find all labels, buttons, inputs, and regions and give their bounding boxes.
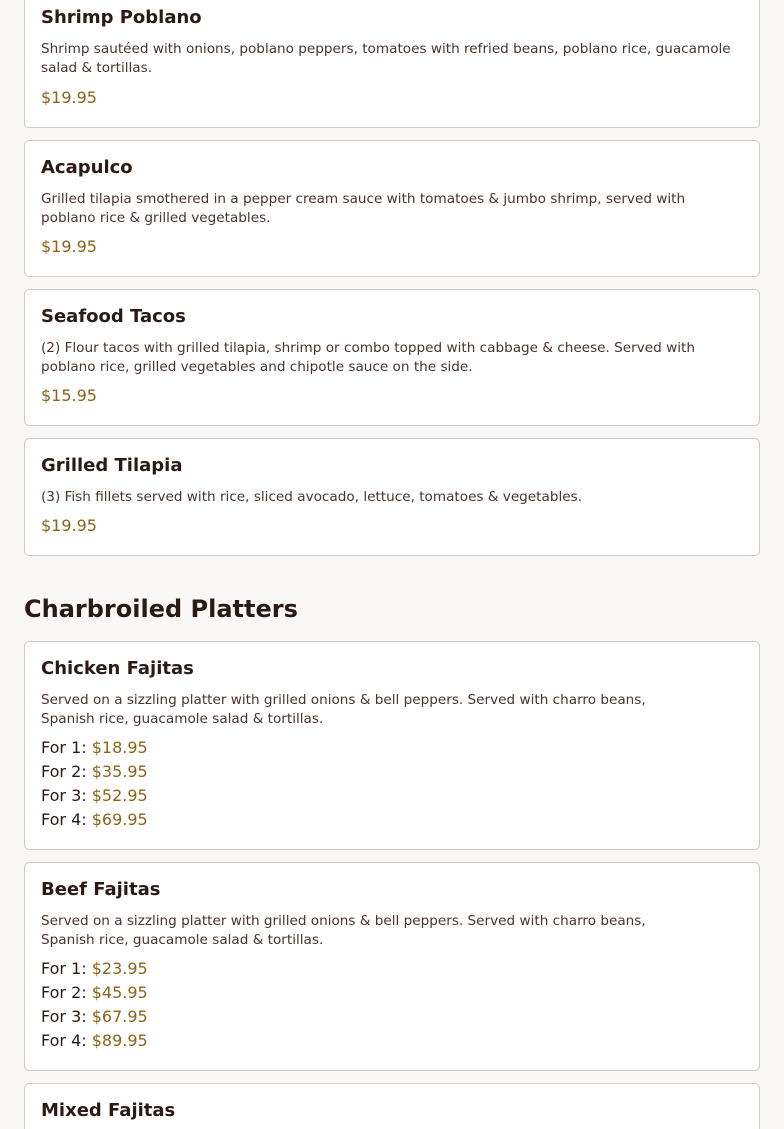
tier-label: For 4: [41, 1031, 87, 1050]
price-tier [41, 959, 148, 979]
tier-price: $52.95 [91, 786, 148, 805]
item-price: $19.95 [41, 516, 97, 535]
item-price: $15.95 [41, 386, 97, 405]
item-name: Grilled Tilapia [41, 455, 183, 476]
tier-label: For 1: [41, 959, 87, 978]
item-name: Acapulco [41, 157, 133, 178]
item-price: $19.95 [41, 88, 97, 107]
tier-label: For 3: [41, 786, 87, 805]
price-tier [41, 1031, 148, 1051]
item-name: Chicken Fajitas [41, 658, 194, 679]
menu-item-card [24, 0, 760, 128]
tier-price: $89.95 [91, 1031, 148, 1050]
tier-price: $23.95 [91, 959, 148, 978]
tier-label: For 3: [41, 1007, 87, 1026]
tier-label: For 2: [41, 762, 87, 781]
menu-item-card [24, 862, 760, 1071]
price-tier [41, 762, 148, 782]
item-description: (3) Fish fillets served with rice, sliced avocado, lettuce, tomatoes & vegetables. [41, 489, 583, 505]
tier-price: $69.95 [91, 810, 148, 829]
menu-item-card [24, 140, 760, 277]
item-name: Beef Fajitas [41, 879, 161, 900]
menu-item-card [24, 641, 760, 850]
tier-label: For 1: [41, 738, 87, 757]
tier-price: $35.95 [91, 762, 148, 781]
price-tier [41, 810, 148, 830]
item-price: $19.95 [41, 237, 97, 256]
item-description: Served on a sizzling platter with grilled onions & bell peppers. Served with charro beans, Spanish rice, guacamole salad & tortillas. [41, 913, 646, 948]
tier-price: $67.95 [91, 1007, 148, 1026]
price-tier [41, 786, 148, 806]
tier-price: $45.95 [91, 983, 148, 1002]
tier-label: For 4: [41, 810, 87, 829]
item-description: Served on a sizzling platter with grilled onions & bell peppers. Served with charro beans, Spanish rice, guacamole salad & tortillas. [41, 692, 646, 727]
section-title: Charbroiled Platters [24, 595, 298, 623]
tier-price: $18.95 [91, 738, 148, 757]
price-tier [41, 983, 148, 1003]
item-name: Shrimp Poblano [41, 7, 202, 28]
menu-item-card [24, 289, 760, 426]
menu-item-card [24, 1083, 760, 1129]
item-name: Mixed Fajitas [41, 1100, 176, 1121]
item-description: Grilled tilapia smothered in a pepper cream sauce with tomatoes & jumbo shrimp, served with poblano rice & grilled vegetables. [41, 191, 686, 226]
item-description: (2) Flour tacos with grilled tilapia, shrimp or combo topped with cabbage & cheese. Served with poblano rice, grilled vegetables and chipotle sauce on the side. [41, 340, 695, 375]
price-tier [41, 1007, 148, 1027]
item-description: Shrimp sautéed with onions, poblano peppers, tomatoes with refried beans, poblano rice, guacamole salad & tortillas. [41, 41, 731, 76]
price-tier [41, 738, 148, 758]
menu-item-card [24, 438, 760, 556]
tier-label: For 2: [41, 983, 87, 1002]
item-name: Seafood Tacos [41, 306, 186, 327]
